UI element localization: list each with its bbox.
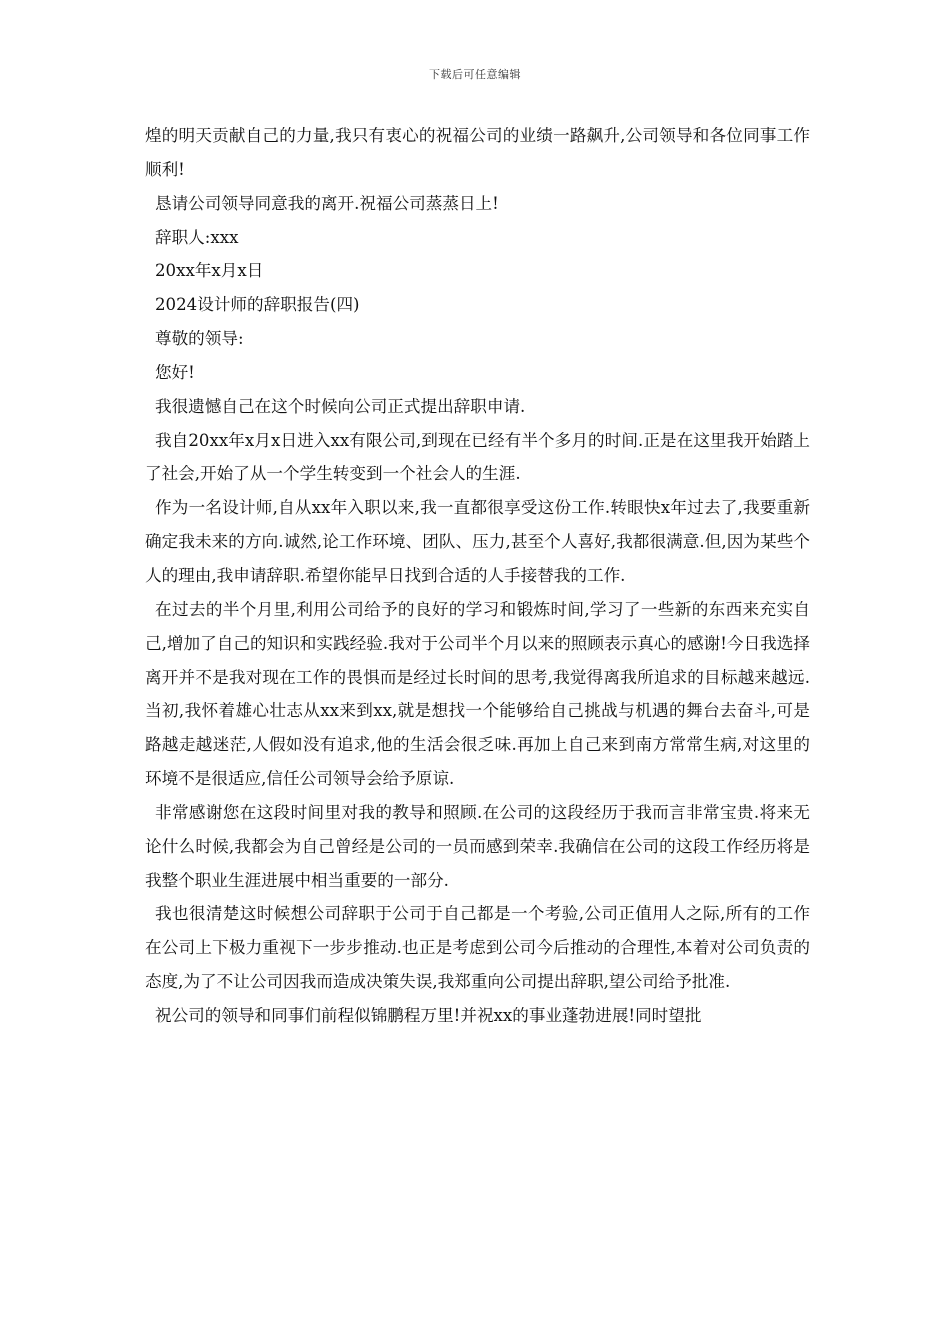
document-body [145, 119, 810, 1033]
paragraph: 我自20xx年x月x日进入xx有限公司,到现在已经有半个多月的时间.正是在这里我开始踏上了社会,开始了从一个学生转变到一个社会人的生涯. [145, 430, 810, 484]
page-header: 下载后可任意编辑 [429, 68, 521, 81]
paragraph: 在过去的半个月里,利用公司给予的良好的学习和锻炼时间,学习了一些新的东西来充实自己,增加了自己的知识和实践经验.我对于公司半个月以来的照顾表示真心的感谢!今日我选择离开并不是我对现在工作的畏惧而是经过长时间的思考,我觉得离我所追求的目标越来越远.当初,我怀着雄心壮志从xx来到xx,就是想找一个能够给自己挑战与机遇的舞台去奋斗,可是路越走越迷茫,人假如没有追求,他的生活会很乏味.再加上自己来到南方常常生病,对这里的环境不是很适应,信任公司领导会给予原谅. [145, 599, 810, 789]
salutation: 尊敬的领导: [155, 329, 244, 349]
paragraph: 作为一名设计师,自从xx年入职以来,我一直都很享受这份工作.转眼快x年过去了,我要重新确定我未来的方向.诚然,论工作环境、团队、压力,甚至个人喜好,我都很满意.但,因为某些个人的理由,我申请辞职.希望你能早日找到合适的人手接替我的工作. [145, 498, 810, 585]
signature-line: 辞职人:xxx [155, 227, 239, 247]
section-title: 2024设计师的辞职报告(四) [155, 295, 360, 315]
paragraph: 我也很清楚这时候想公司辞职于公司于自己都是一个考验,公司正值用人之际,所有的工作在公司上下极力重视下一步步推动.也正是考虑到公司今后推动的合理性,本着对公司负责的态度,为了不让公司因我而造成决策失误,我郑重向公司提出辞职,望公司给予批准. [145, 904, 810, 992]
paragraph: 煌的明天贡献自己的力量,我只有衷心的祝福公司的业绩一路飙升,公司领导和各位同事工作顺利! [145, 126, 810, 179]
greeting: 您好! [155, 362, 195, 382]
paragraph: 祝公司的领导和同事们前程似锦鹏程万里!并祝xx的事业蓬勃进展!同时望批 [155, 1005, 702, 1025]
date-line: 20xx年x月x日 [155, 261, 264, 281]
paragraph: 非常感谢您在这段时间里对我的教导和照顾.在公司的这段经历于我而言非常宝贵.将来无论什么时候,我都会为自己曾经是公司的一员而感到荣幸.我确信在公司的这段工作经历将是我整个职业生涯进展中相当重要的一部分. [145, 802, 810, 890]
paragraph: 我很遗憾自己在这个时候向公司正式提出辞职申请. [155, 396, 526, 416]
paragraph: 恳请公司领导同意我的离开.祝福公司蒸蒸日上! [155, 193, 499, 213]
